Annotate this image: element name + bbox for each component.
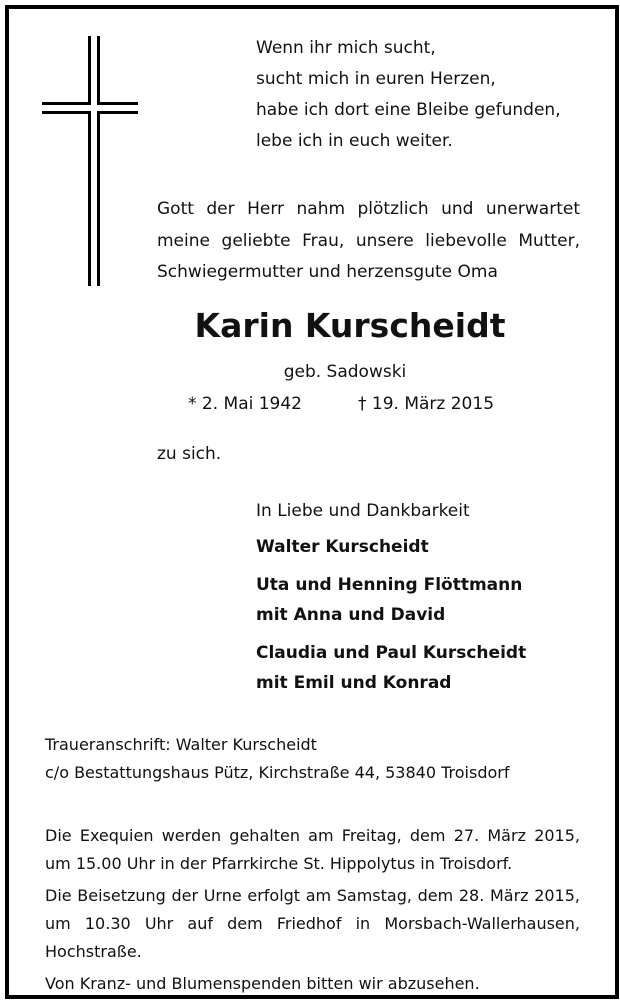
- poem-line: lebe ich in euch weiter.: [256, 131, 453, 151]
- mourner-group: [256, 638, 596, 698]
- intro-text: Gott der Herr nahm plötzlich und unerwartet meine geliebte Frau, unsere liebevolle Mutter, Schwiegermutter und herzensgute Oma: [157, 199, 580, 282]
- cross-icon: [42, 36, 138, 286]
- mourner-line: Claudia und Paul Kurscheidt: [256, 643, 527, 663]
- mourner-group: [256, 570, 596, 630]
- poem: [256, 33, 596, 157]
- mourner-line: Uta und Henning Flöttmann: [256, 575, 523, 595]
- mourner-line: mit Emil und Konrad: [256, 673, 452, 693]
- closing-phrase: zu sich.: [157, 444, 222, 464]
- mourning-address: [45, 731, 585, 787]
- note-paragraph: Die Beisetzung der Urne erfolgt am Samstag, dem 28. März 2015, um 10.30 Uhr auf dem Friedhof in Morsbach-Wallerhausen, Hochstraße.: [45, 886, 580, 961]
- address-line: c/o Bestattungshaus Pütz, Kirchstraße 44, 53840 Troisdorf: [45, 763, 510, 782]
- address-line: Traueranschrift: Walter Kurscheidt: [45, 735, 317, 754]
- mourners-block: [256, 496, 596, 706]
- service-notes: [45, 822, 580, 1002]
- mourner-group: [256, 532, 596, 562]
- mourner-line: Walter Kurscheidt: [256, 537, 429, 557]
- note-paragraph: Die Exequien werden gehalten am Freitag, dem 27. März 2015, um 15.00 Uhr in der Pfarrkirche St. Hippolytus in Troisdorf.: [45, 826, 580, 873]
- death-date: † 19. März 2015: [358, 394, 495, 414]
- note-paragraph: Von Kranz- und Blumenspenden bitten wir abzusehen.: [45, 974, 480, 993]
- poem-line: habe ich dort eine Bleibe gefunden,: [256, 100, 561, 120]
- birth-date: * 2. Mai 1942: [188, 394, 303, 414]
- signoff-lead: In Liebe und Dankbarkeit: [256, 501, 470, 521]
- birth-name: geb. Sadowski: [283, 362, 407, 382]
- poem-line: Wenn ihr mich sucht,: [256, 38, 436, 58]
- poem-line: sucht mich in euren Herzen,: [256, 69, 496, 89]
- mourner-line: mit Anna und David: [256, 605, 446, 625]
- deceased-name: Karin Kurscheidt: [194, 306, 506, 345]
